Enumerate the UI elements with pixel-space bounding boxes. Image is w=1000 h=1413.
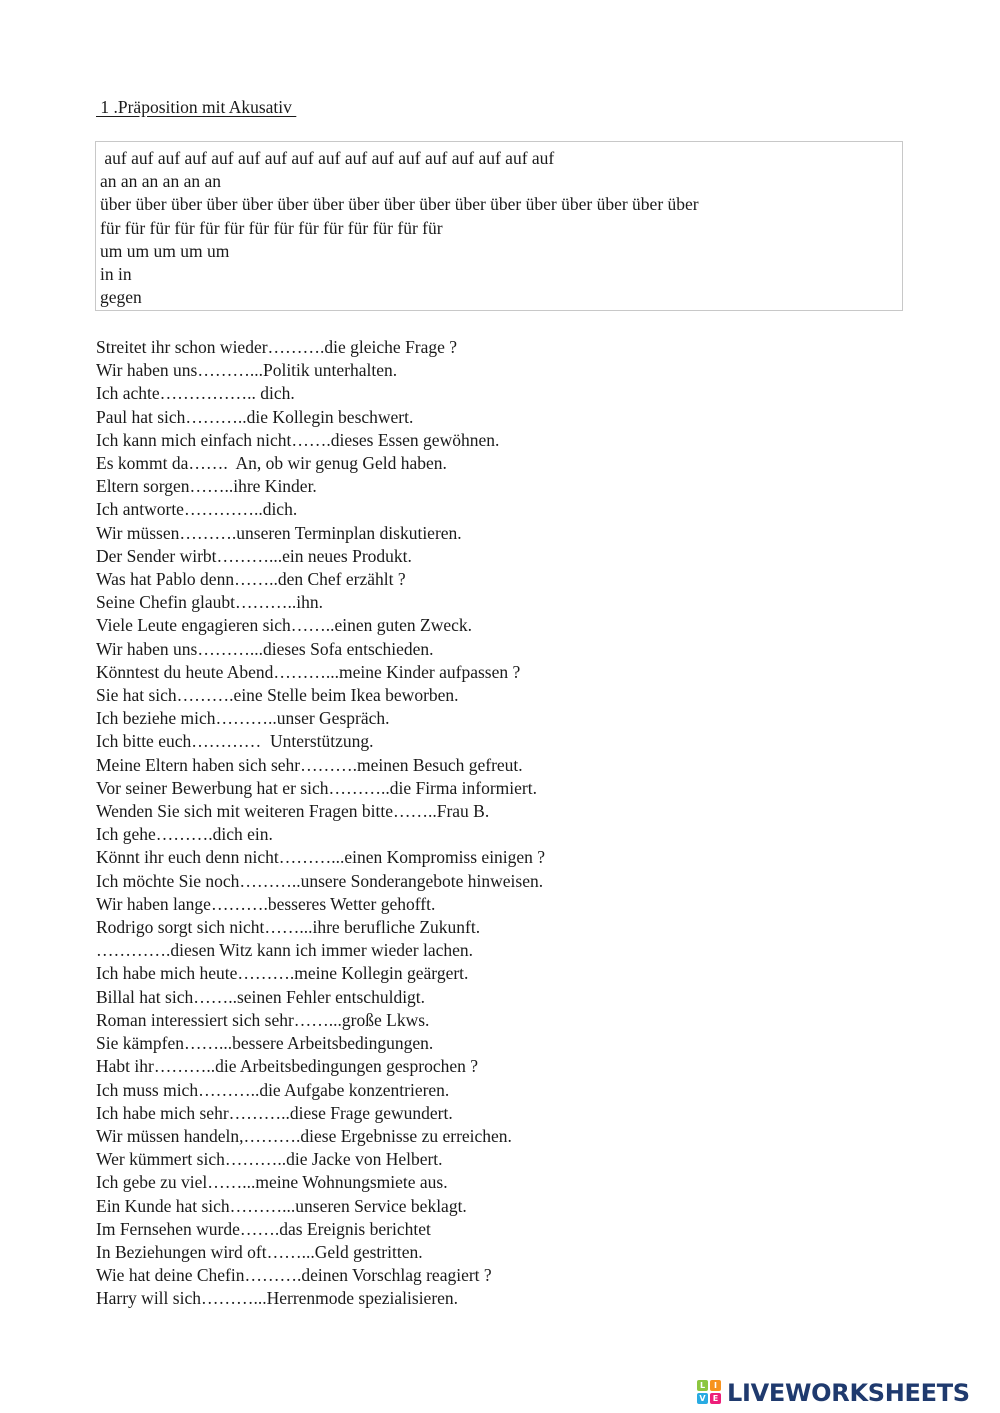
exercise-sentence: Rodrigo sorgt sich nicht……...ihre berufliche Zukunft. <box>96 917 481 938</box>
exercise-sentence: Der Sender wirbt………...ein neues Produkt. <box>96 545 412 566</box>
exercise-sentence: Vor seiner Bewerbung hat er sich………..die Firma informiert. <box>96 777 537 798</box>
word-bank-box <box>95 141 903 311</box>
exercise-sentence: Ich kann mich einfach nicht…….dieses Essen gewöhnen. <box>96 429 500 450</box>
exercise-sentence: Wie hat deine Chefin……….deinen Vorschlag reagiert ? <box>96 1265 492 1286</box>
exercise-sentence: Ich habe mich sehr………..diese Frage gewundert. <box>96 1102 453 1123</box>
exercise-sentence: Seine Chefin glaubt………..ihn. <box>96 592 323 613</box>
exercise-sentence: ………….diesen Witz kann ich immer wieder lachen. <box>96 940 474 961</box>
word-bank-row-in: in in <box>100 264 132 285</box>
exercise-sentence: Wir haben uns………...dieses Sofa entschieden. <box>96 638 434 659</box>
exercise-sentence: Habt ihr………..die Arbeitsbedingungen gesprochen ? <box>96 1056 478 1077</box>
exercise-sentence: Billal hat sich……..seinen Fehler entschuldigt. <box>96 986 426 1007</box>
exercise-sentence: Ich habe mich heute……….meine Kollegin geärgert. <box>96 963 469 984</box>
exercise-sentence: Ich möchte Sie noch………..unsere Sonderangebote hinweisen. <box>96 870 544 891</box>
exercise-sentence: Sie kämpfen……...bessere Arbeitsbedingungen. <box>96 1033 434 1054</box>
exercise-sentence: Meine Eltern haben sich sehr……….meinen Besuch gefreut. <box>96 754 523 775</box>
exercise-sentence: Ich achte…………….. dich. <box>96 383 295 404</box>
exercise-sentence: Was hat Pablo denn……..den Chef erzählt ? <box>96 569 406 590</box>
logo-square-e: E <box>710 1393 721 1404</box>
exercise-sentence: Paul hat sich………..die Kollegin beschwert. <box>96 406 414 427</box>
exercise-sentence-list <box>96 336 916 1311</box>
exercise-sentence: Es kommt da……. An, ob wir genug Geld haben. <box>96 453 447 474</box>
exercise-sentence: Ich bitte euch………… Unterstützung. <box>96 731 374 752</box>
word-bank-row-an: an an an an an an <box>100 171 221 192</box>
exercise-sentence: Ich antworte…………..dich. <box>96 499 298 520</box>
exercise-sentence: Wir müssen……….unseren Terminplan diskutieren. <box>96 522 462 543</box>
exercise-sentence: Wer kümmert sich………..die Jacke von Helbert. <box>96 1149 443 1170</box>
exercise-sentence: Könntest du heute Abend………...meine Kinder aufpassen ? <box>96 661 521 682</box>
exercise-sentence: Ein Kunde hat sich………...unseren Service beklagt. <box>96 1195 467 1216</box>
exercise-sentence: Streitet ihr schon wieder……….die gleiche Frage ? <box>96 337 458 357</box>
exercise-sentence: Eltern sorgen……..ihre Kinder. <box>96 476 317 497</box>
exercise-sentence: Wir haben uns………...Politik unterhalten. <box>96 360 398 381</box>
liveworksheets-watermark <box>697 1378 970 1408</box>
exercise-sentence: Ich gebe zu viel……...meine Wohnungsmiete aus. <box>96 1172 448 1193</box>
exercise-sentence: Sie hat sich……….eine Stelle beim Ikea beworben. <box>96 685 459 706</box>
exercise-sentence: Viele Leute engagieren sich……..einen guten Zweck. <box>96 615 473 636</box>
word-bank-row-gegen: gegen <box>100 287 142 308</box>
exercise-sentence: Wenden Sie sich mit weiteren Fragen bitte……..Frau B. <box>96 801 490 822</box>
exercise-sentence: Könnt ihr euch denn nicht………...einen Kompromiss einigen ? <box>96 847 546 868</box>
logo-square-v: V <box>697 1393 708 1404</box>
page-title: 1 .Präposition mit Akusativ <box>96 97 297 117</box>
word-bank-row-um: um um um um um <box>100 240 230 261</box>
exercise-sentence: Harry will sich………...Herrenmode spezialisieren. <box>96 1288 459 1309</box>
exercise-sentence: Ich beziehe mich………..unser Gespräch. <box>96 708 390 729</box>
exercise-sentence: Im Fernsehen wurde…….das Ereignis berichtet <box>96 1218 431 1239</box>
logo-square-i: I <box>710 1380 721 1391</box>
word-bank-row-ueber: über über über über über über über über über über über über über über über über über <box>100 194 699 215</box>
liveworksheets-brand-text: LIVEWORKSHEETS <box>727 1379 970 1407</box>
exercise-sentence: Ich muss mich………..die Aufgabe konzentrieren. <box>96 1079 450 1100</box>
exercise-sentence: In Beziehungen wird oft……...Geld gestritten. <box>96 1241 423 1262</box>
word-bank-row-fuer: für für für für für für für für für für für für für für <box>100 217 443 238</box>
exercise-sentence: Wir haben lange……….besseres Wetter gehofft. <box>96 893 436 914</box>
exercise-sentence: Roman interessiert sich sehr……...große Lkws. <box>96 1009 430 1030</box>
word-bank-row-auf: auf auf auf auf auf auf auf auf auf auf auf auf auf auf auf auf auf <box>100 148 555 168</box>
exercise-sentence: Wir müssen handeln,……….diese Ergebnisse zu erreichen. <box>96 1125 512 1146</box>
logo-square-l: L <box>697 1380 708 1391</box>
liveworksheets-logo-icon <box>697 1380 723 1406</box>
exercise-sentence: Ich gehe……….dich ein. <box>96 824 273 845</box>
